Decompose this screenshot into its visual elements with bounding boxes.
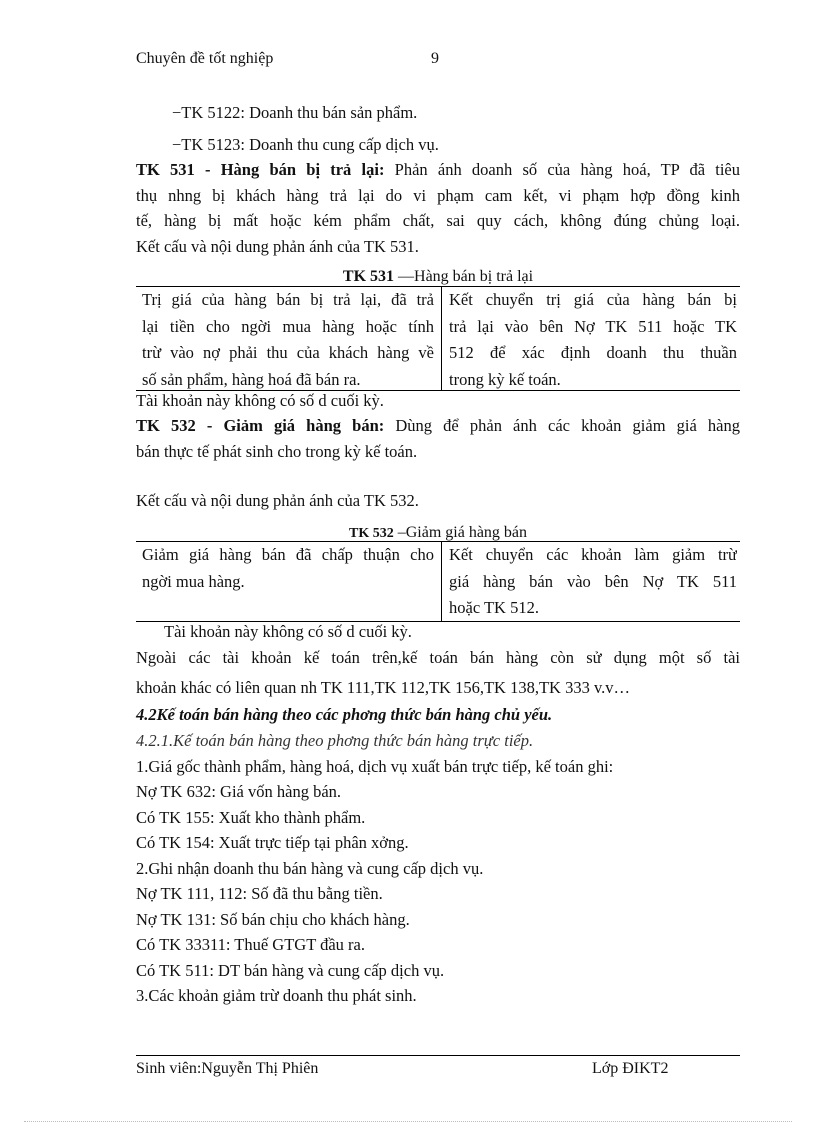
tk532-para-text: Dùng để phản ánh các khoản giảm giá hàng: [384, 416, 740, 435]
tk531-caption-code: TK 531: [342, 268, 395, 285]
other-accounts-line: Ngoài các tài khoản kế toán trên,kế toán bán hàng còn sử dụng một số tài: [136, 648, 740, 667]
section-heading: 4.2Kế toán bán hàng theo các phơng thức bán hàng chủ yếu.: [136, 705, 553, 724]
table-cell-line: trả lại vào bên Nợ TK 511 hoặc TK: [449, 316, 737, 336]
entry-line: Nợ TK 131: Số bán chịu cho khách hàng.: [136, 910, 410, 929]
entry-line: Có TK 33311: Thuế GTGT đầu ra.: [136, 935, 365, 954]
tk531-structure-line: Kết cấu và nội dung phản ánh của TK 531.: [136, 237, 419, 256]
tk531-para-text: Phản ánh doanh số của hàng hoá, TP đã tiêu: [384, 160, 740, 179]
tk532-credit-column: [449, 542, 737, 621]
footer-divider: [136, 1055, 740, 1056]
table-cell-line: trừ vào nợ phải thu của khách hàng về: [142, 343, 434, 362]
tk532-table: [136, 541, 740, 622]
entry-line: 3.Các khoản giảm trừ doanh thu phát sinh.: [136, 986, 417, 1005]
tk531-caption-title: —Hàng bán bị trả lại: [394, 268, 534, 285]
tk532-caption-code: TK 532: [348, 526, 394, 541]
table-cell-line: lại tiền cho ngời mua hàng hoặc tính: [142, 316, 434, 336]
tk532-heading: TK 532 - Giảm giá hàng bán:: [136, 416, 385, 435]
footer-class: Lớp ĐIKT2: [592, 1060, 669, 1077]
tk532-paragraph-line: [136, 416, 740, 436]
entry-line: Nợ TK 632: Giá vốn hàng bán.: [136, 782, 342, 801]
tk531-credit-column: [449, 287, 737, 390]
entry-line: Có TK 511: DT bán hàng và cung cấp dịch vụ.: [136, 961, 445, 980]
tk531-debit-column: [142, 287, 434, 390]
tk532-debit-column: [142, 542, 434, 621]
other-accounts-line: khoản khác có liên quan nh TK 111,TK 112,TK 156,TK 138,TK 333 v.v…: [136, 678, 631, 697]
table-cell-line: Trị giá của hàng bán bị trả lại, đã trả: [142, 290, 434, 309]
tk531-heading: TK 531 - Hàng bán bị trả lại:: [136, 160, 385, 179]
tk531-paragraph-line: [136, 160, 740, 180]
entry-line: 2.Ghi nhận doanh thu bán hàng và cung cấp dịch vụ.: [136, 859, 484, 878]
list-item: −TK 5123: Doanh thu cung cấp dịch vụ.: [172, 135, 439, 154]
entry-line: 1.Giá gốc thành phẩm, hàng hoá, dịch vụ xuất bán trực tiếp, kế toán ghi:: [136, 757, 614, 776]
tk531-table-caption: [136, 268, 740, 286]
tk532-caption-title: –Giảm giá hàng bán: [393, 524, 528, 541]
footer-student: Sinh viên:Nguyễn Thị Phiên: [136, 1060, 319, 1077]
tk531-balance-note: Tài khoản này không có số d cuối kỳ.: [136, 391, 384, 410]
tk532-balance-note: Tài khoản này không có số d cuối kỳ.: [164, 622, 412, 641]
tk531-table: [136, 286, 740, 391]
page-edge: [24, 1121, 792, 1122]
list-item: −TK 5122: Doanh thu bán sản phẩm.: [172, 103, 418, 122]
table-cell-line: Kết chuyển các khoản làm giảm trừ: [449, 545, 737, 564]
table-cell-line: Giảm giá hàng bán đã chấp thuận cho: [142, 545, 434, 564]
entry-line: Có TK 154: Xuất trực tiếp tại phân xởng.: [136, 833, 409, 852]
table-cell-line: số sản phẩm, hàng hoá đã bán ra.: [142, 369, 361, 389]
tk532-paragraph-line: bán thực tế phát sinh cho trong kỳ kế toán.: [136, 442, 418, 461]
tk531-paragraph-line: thụ nhng bị khách hàng trả lại do vi phạm cam kết, vi phạm hợp đồng kinh: [136, 186, 740, 205]
table-cell-line: giá hàng bán vào bên Nợ TK 511: [449, 571, 737, 591]
tk532-structure-line: Kết cấu và nội dung phản ánh của TK 532.: [136, 491, 419, 510]
table-divider: [441, 542, 442, 621]
table-cell-line: hoặc TK 512.: [449, 598, 539, 617]
tk532-table-caption: [136, 524, 740, 542]
entry-line: Nợ TK 111, 112: Số đã thu bằng tiền.: [136, 884, 383, 903]
header-title: Chuyên đề tốt nghiệp: [136, 50, 274, 67]
table-cell-line: Kết chuyển trị giá của hàng bán bị: [449, 290, 737, 309]
table-cell-line: ngời mua hàng.: [142, 571, 245, 591]
entry-line: Có TK 155: Xuất kho thành phẩm.: [136, 808, 366, 827]
section-subheading: 4.2.1.Kế toán bán hàng theo phơng thức bán hàng trực tiếp.: [136, 731, 534, 750]
table-cell-line: trong kỳ kế toán.: [449, 369, 561, 389]
page-number: 9: [431, 50, 439, 67]
tk531-paragraph-line: tế, hàng bị mất hoặc kém phẩm chất, sai quy cách, không đúng chủng loại.: [136, 211, 740, 230]
table-divider: [441, 287, 442, 390]
table-cell-line: 512 để xác định doanh thu thuần: [449, 343, 737, 362]
